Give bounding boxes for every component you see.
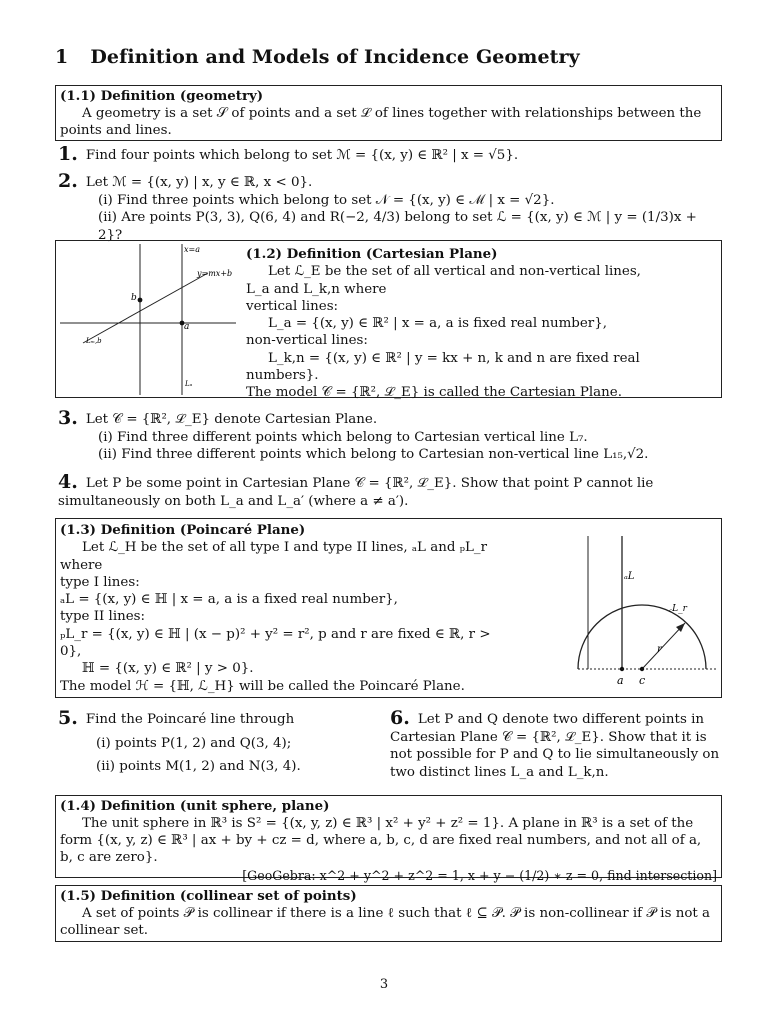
definition-line: L_k,n = {(x, y) ∈ ℝ² | y = kx + n, k and n are fixed real numbers}. [246,350,640,384]
definition-line: type I lines: [60,574,140,590]
definition-body: The unit sphere in ℝ³ is S² = {(x, y, z) ∈ ℝ³ | x² + y² + z² = 1}. A plane in ℝ³ is a set of the form {(x, y, z) ∈ ℝ³ | ax + by + cz = d, where a, b, c, d are fixed real numbers, and not all of a, b, c are zero}. [60,816,702,865]
definition-cartesian-plane-box [55,240,722,401]
section-number: 1 [55,46,69,68]
point-b [138,298,143,303]
label-x-eq-a: x=a [184,245,200,254]
definition-line: Let ℒ_E be the set of all vertical and non-vertical lines, [268,264,641,280]
problem-text: Let P and Q denote two different points in Cartesian Plane 𝒞 = {ℝ², ℒ_E}. Show that it is not possible for P and Q to lie simultaneously on two distinct lines L_a and L_k,n. [390,712,720,780]
non-vertical-line [83,273,208,343]
definition-line: The model 𝒞 = {ℝ², ℒ_E} is called the Cartesian Plane. [246,385,622,401]
problem-number: 3. [58,407,78,429]
definition-line: where [60,557,103,573]
problem-text: Let ℳ = {(x, y) | x, y ∈ ℝ, x < 0}. [85,175,313,190]
problem-part-i: (i) Find three points which belong to set 𝒩 = {(x, y) ∈ ℳ | x = √2}. [98,192,555,208]
label-cLr: ꜀L_r [669,604,687,614]
problem-text: Let P be some point in Cartesian Plane 𝒞 = {ℝ², ℒ_E}. Show that point P cannot lie simultaneously on both L_a and L_a′ (where a ≠ a′). [58,476,654,509]
problem-6 [390,707,722,781]
section-title: Definition and Models of Incidence Geometry [90,46,580,68]
label-r: r [657,644,662,655]
definition-body: A geometry is a set 𝒮 of points and a set ℒ of lines together with relationships between the points and lines. [60,106,702,138]
definition-title: (1.3) Definition (Poincaré Plane) [60,522,306,538]
definition-title: (1.4) Definition (unit sphere, plane) [60,798,330,814]
section-heading [55,46,580,68]
geogebra-note: [GeoGebra: x^2 + y^2 + z^2 = 1, x + y − (1/2) ∗ z = 0, find intersection] [242,868,717,883]
problem-part-ii: (ii) Find three different points which belong to Cartesian non-vertical line L₁₅,√2. [98,447,649,462]
point-a [620,667,624,671]
problem-number: 1. [58,143,78,165]
label-c: c [639,674,646,687]
definition-geometry-box [55,85,722,141]
definition-line: ₐL = {(x, y) ∈ ℍ | x = a, a is a fixed real number}, [60,592,398,608]
label-a: a [184,322,190,332]
cartesian-plane-figure [58,242,238,397]
problem-part-i: (i) Find three different points which belong to Cartesian vertical line L₇. [98,429,588,445]
point-c [640,667,644,671]
problem-part-ii: (ii) points M(1, 2) and N(3, 4). [96,759,301,774]
label-b: b [131,293,137,303]
definition-collinear-box [55,885,722,942]
definition-line: ₚL_r = {(x, y) ∈ ℍ | (x − p)² + y² = r², p and r are fixed ∈ ℝ, r > 0}, [60,626,491,660]
definition-line: L_a and L_k,n where [246,281,387,297]
definition-title: (1.2) Definition (Cartesian Plane) [246,246,498,262]
problem-part-ii: (ii) Are points P(3, 3), Q(6, 4) and R(−2, 4/3) belong to set ℒ = {(x, y) ∈ ℳ | y = (1/3)x + 2}? [98,210,697,243]
problem-number: 5. [58,707,78,729]
label-l-m-b: Lₘ,b [86,337,102,345]
problem-number: 4. [58,471,78,493]
definition-line: Let ℒ_H be the set of all type I and type II lines, ₐL and ₚL_r [82,540,487,556]
label-a: a [617,674,624,687]
definition-line: L_a = {(x, y) ∈ ℝ² | x = a, a is fixed real number}, [268,316,607,332]
problem-text: Let 𝒞 = {ℝ², ℒ_E} denote Cartesian Plane. [85,412,378,427]
definition-line: vertical lines: [246,298,339,314]
label-l-a: Lₐ [185,380,193,388]
definition-line: type II lines: [60,609,146,625]
problem-text: Find the Poincaré line through [85,712,295,727]
problem-2 [58,170,722,244]
label-aL: ₐL [624,571,635,582]
problem-5 [58,707,378,776]
definition-cartesian-text [246,246,716,402]
problem-text: Find four points which belong to set ℳ = {(x, y) ∈ ℝ² | x = √5}. [85,148,519,163]
radius-line [642,623,685,669]
definition-poincare-plane-box [55,518,722,698]
type-ii-semicircle [578,605,706,669]
definition-title: (1.5) Definition (collinear set of points) [60,888,357,904]
problem-part-i: (i) points P(1, 2) and Q(3, 4); [96,735,292,751]
poincare-plane-figure [518,521,718,697]
problem-number: 6. [390,707,410,729]
definition-line: ℍ = {(x, y) ∈ ℝ² | y > 0}. [82,661,254,677]
definition-line: The model ℋ = {ℍ, ℒ_H} will be called the Poincaré Plane. [60,678,465,694]
problem-3 [58,407,722,464]
problem-4 [58,471,722,510]
definition-line: non-vertical lines: [246,333,368,349]
definition-title: (1.1) Definition (geometry) [60,88,264,104]
definition-body: A set of points 𝒫 is collinear if there is a line ℓ such that ℓ ⊆ 𝒫. 𝒫 is non-collinear if 𝒫 is not a collinear set. [60,906,711,938]
definition-unit-sphere-box [55,795,722,883]
page-number: 3 [379,977,389,992]
problem-number: 2. [58,170,78,192]
definition-poincare-text [60,522,500,695]
label-y-eq-mx-b: y=mx+b [197,269,233,278]
problem-1 [58,143,722,165]
